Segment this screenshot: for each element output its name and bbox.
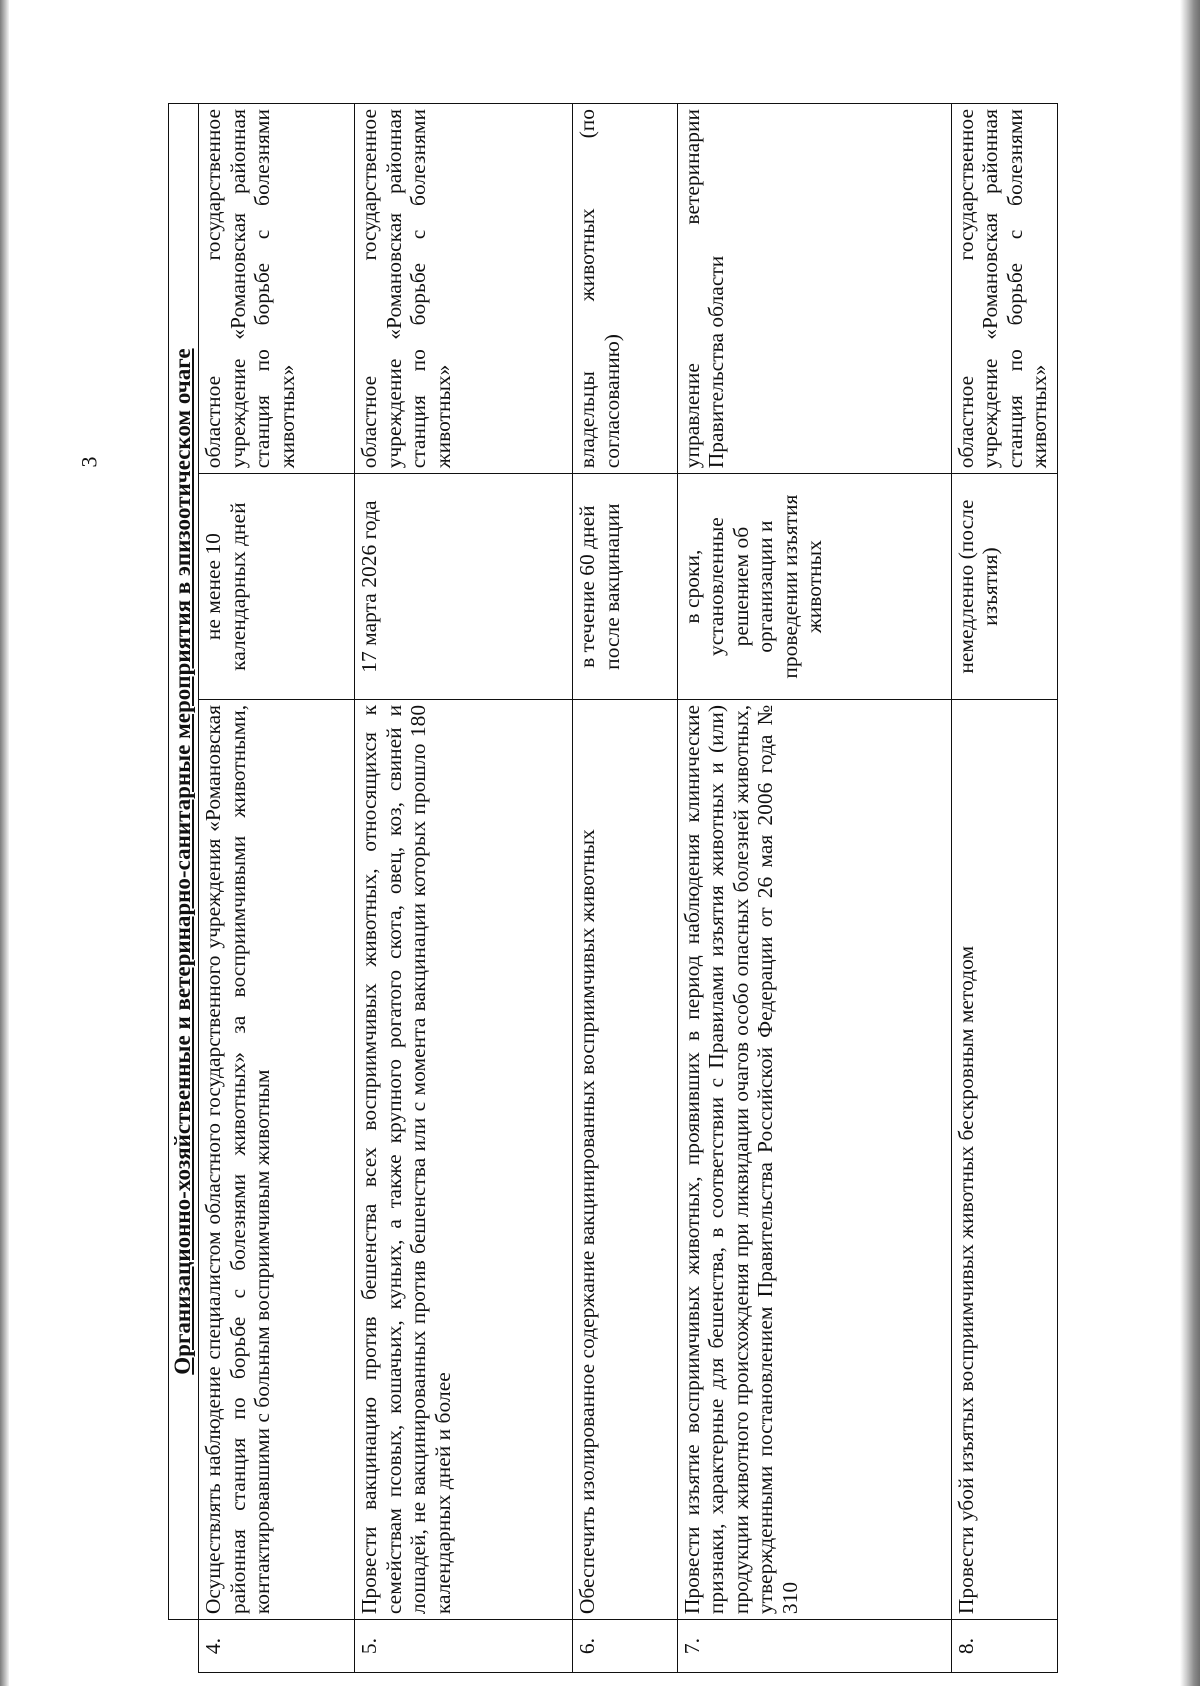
scan-edge-left <box>0 0 9 1686</box>
table-row <box>355 104 573 1673</box>
section-header-gap <box>169 1620 199 1673</box>
row-number: 5. <box>355 1620 573 1673</box>
row-responsible: областное государственное учреждение «Романовская районная станция по борьбе с болезнями животных» <box>199 104 355 474</box>
section-title: Организационно-хозяйственные и ветеринарно-санитарные мероприятия в эпизоотическом очаге <box>169 104 199 1620</box>
row-action: Провести убой изъятых восприимчивых животных бескровным методом <box>951 699 1057 1619</box>
measures-table-rotated <box>168 103 1058 1673</box>
row-number: 6. <box>573 1620 677 1673</box>
row-number: 4. <box>199 1620 355 1673</box>
row-action: Провести изъятие восприимчивых животных, проявивших в период наблюдения клинические признаки, характерные для бешенства, в соответствии с Правилами изъятия животных и (или) продукции животного происхождения при ликвидации очагов особо опасных болезней животных, утвержденными постановлением Правительства Российской Федерации от 26 мая 2006 года № 310 <box>677 699 951 1619</box>
table-row <box>573 104 677 1673</box>
row-deadline: немедленно (после изъятия) <box>951 474 1057 700</box>
measures-table-container <box>168 103 1058 1673</box>
row-action: Осуществлять наблюдение специалистом областного государственного учреждения «Романовская районная станция по борьбе с болезнями животных» за восприимчивыми животными, контактировавшими с больным восприимчивым животным <box>199 699 355 1619</box>
row-number: 7. <box>677 1620 951 1673</box>
row-number: 8. <box>951 1620 1057 1673</box>
row-action: Обеспечить изолированное содержание вакцинированных восприимчивых животных <box>573 699 677 1619</box>
row-action: Провести вакцинацию против бешенства всех восприимчивых животных, относящихся к семействам псовых, кошачьих, куньих, а также крупного рогатого скота, овец, коз, свиней и лошадей, не вакцинированных против бешенства или с момента вакцинации которых прошло 180 календарных дней и более <box>355 699 573 1619</box>
row-responsible: управление ветеринарии Правительства области <box>677 104 951 474</box>
row-deadline: в течение 60 дней после вакцинации <box>573 474 677 700</box>
page-number: 3 <box>76 456 102 468</box>
row-responsible: владельцы животных (по согласованию) <box>573 104 677 474</box>
section-header-row <box>169 104 199 1673</box>
table-row <box>199 104 355 1673</box>
table-row <box>951 104 1057 1673</box>
row-responsible: областное государственное учреждение «Романовская районная станция по борьбе с болезнями животных» <box>951 104 1057 474</box>
row-deadline: 17 марта 2026 года <box>355 474 573 700</box>
measures-table <box>168 103 1058 1673</box>
row-deadline: не менее 10 календарных дней <box>199 474 355 700</box>
scan-edge-right <box>1180 0 1200 1686</box>
table-row <box>677 104 951 1673</box>
row-responsible: областное государственное учреждение «Романовская районная станция по борьбе с болезнями животных» <box>355 104 573 474</box>
row-deadline: в сроки, установленные решением об организации и проведении изъятия животных <box>677 474 951 700</box>
